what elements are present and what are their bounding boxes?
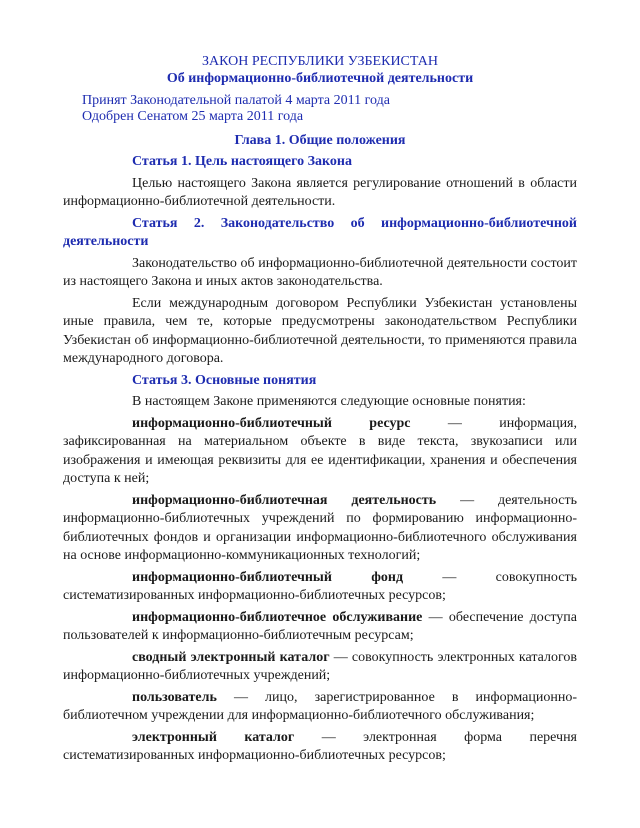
- term-name: сводный электронный каталог: [132, 649, 330, 665]
- article-3-intro: В настоящем Законе применяются следующие основные понятия:: [132, 394, 526, 409]
- term-paragraph-activity: [63, 492, 577, 566]
- term-definition: — обеспечение доступа пользователей к информационно-библиотечным ресурсам;: [63, 609, 577, 643]
- term-name: информационно-библиотечный фонд: [132, 569, 404, 585]
- term-paragraph-resource: [63, 415, 577, 489]
- term-paragraph-union-catalog: [63, 649, 577, 686]
- term-definition: — лицо, зарегистрированное в информационно-библиотечном учреждении для информационно-библиотечного обслуживания;: [63, 689, 577, 723]
- term-name: пользователь: [132, 689, 217, 705]
- document-subtitle: Об информационно-библиотечной деятельности: [166, 71, 474, 86]
- term-paragraph-service: [63, 609, 577, 646]
- term-definition: — электронная форма перечня систематизированных информационно-библиотечных ресурсов;: [63, 729, 577, 763]
- term-name: электронный каталог: [132, 729, 295, 745]
- term-definition: — совокупность систематизированных информационно-библиотечных ресурсов;: [63, 569, 577, 603]
- term-definition: — информация, зафиксированная на материальном объекте в виде текста, звукозаписи или изображения и имеющая реквизиты для ее идентификации, хранения и обеспечения доступа к ней;: [63, 415, 577, 486]
- term-name: информационно-библиотечное обслуживание: [132, 609, 423, 625]
- article-3-heading: Статья 3. Основные понятия: [132, 372, 317, 388]
- term-name: информационно-библиотечная деятельность: [132, 492, 437, 508]
- term-paragraph-e-catalog: [63, 729, 577, 766]
- term-name: информационно-библиотечный ресурс: [132, 415, 411, 431]
- term-paragraph-fund: [63, 569, 577, 606]
- article-2-paragraph-1: Законодательство об информационно-библиотечной деятельности состоит из настоящего Закона и иных актов законодательства.: [63, 255, 577, 289]
- term-definition: — деятельность информационно-библиотечных учреждений по формированию информационно-библиотечных фондов и организации информационно-библиотечного обслуживания на основе информационно-коммуникационных технологий;: [63, 492, 577, 563]
- article-2-paragraph-2: Если международным договором Республики Узбекистан установлены иные правила, чем те, которые предусмотрены законодательством Республики Узбекистан об информационно-библиотечной деятельности, то применяются правила международного договора.: [63, 295, 577, 366]
- article-2-heading: Статья 2. Законодательство об информационно-библиотечной деятельности: [63, 215, 577, 249]
- chapter-heading: Глава 1. Общие положения: [234, 133, 406, 148]
- article-1-paragraph: Целью настоящего Закона является регулирование отношений в области информационно-библиотечной деятельности.: [63, 175, 577, 209]
- approved-line: Одобрен Сенатом 25 марта 2011 года: [82, 109, 304, 124]
- document-title: ЗАКОН РЕСПУБЛИКИ УЗБЕКИСТАН: [202, 54, 438, 69]
- adopted-line: Принят Законодательной палатой 4 марта 2011 года: [82, 93, 390, 108]
- article-1-heading: Статья 1. Цель настоящего Закона: [132, 154, 352, 169]
- term-definition: — совокупность электронных каталогов информационно-библиотечных учреждений;: [63, 649, 577, 683]
- adoption-block: [82, 93, 577, 125]
- term-paragraph-user: [63, 689, 577, 726]
